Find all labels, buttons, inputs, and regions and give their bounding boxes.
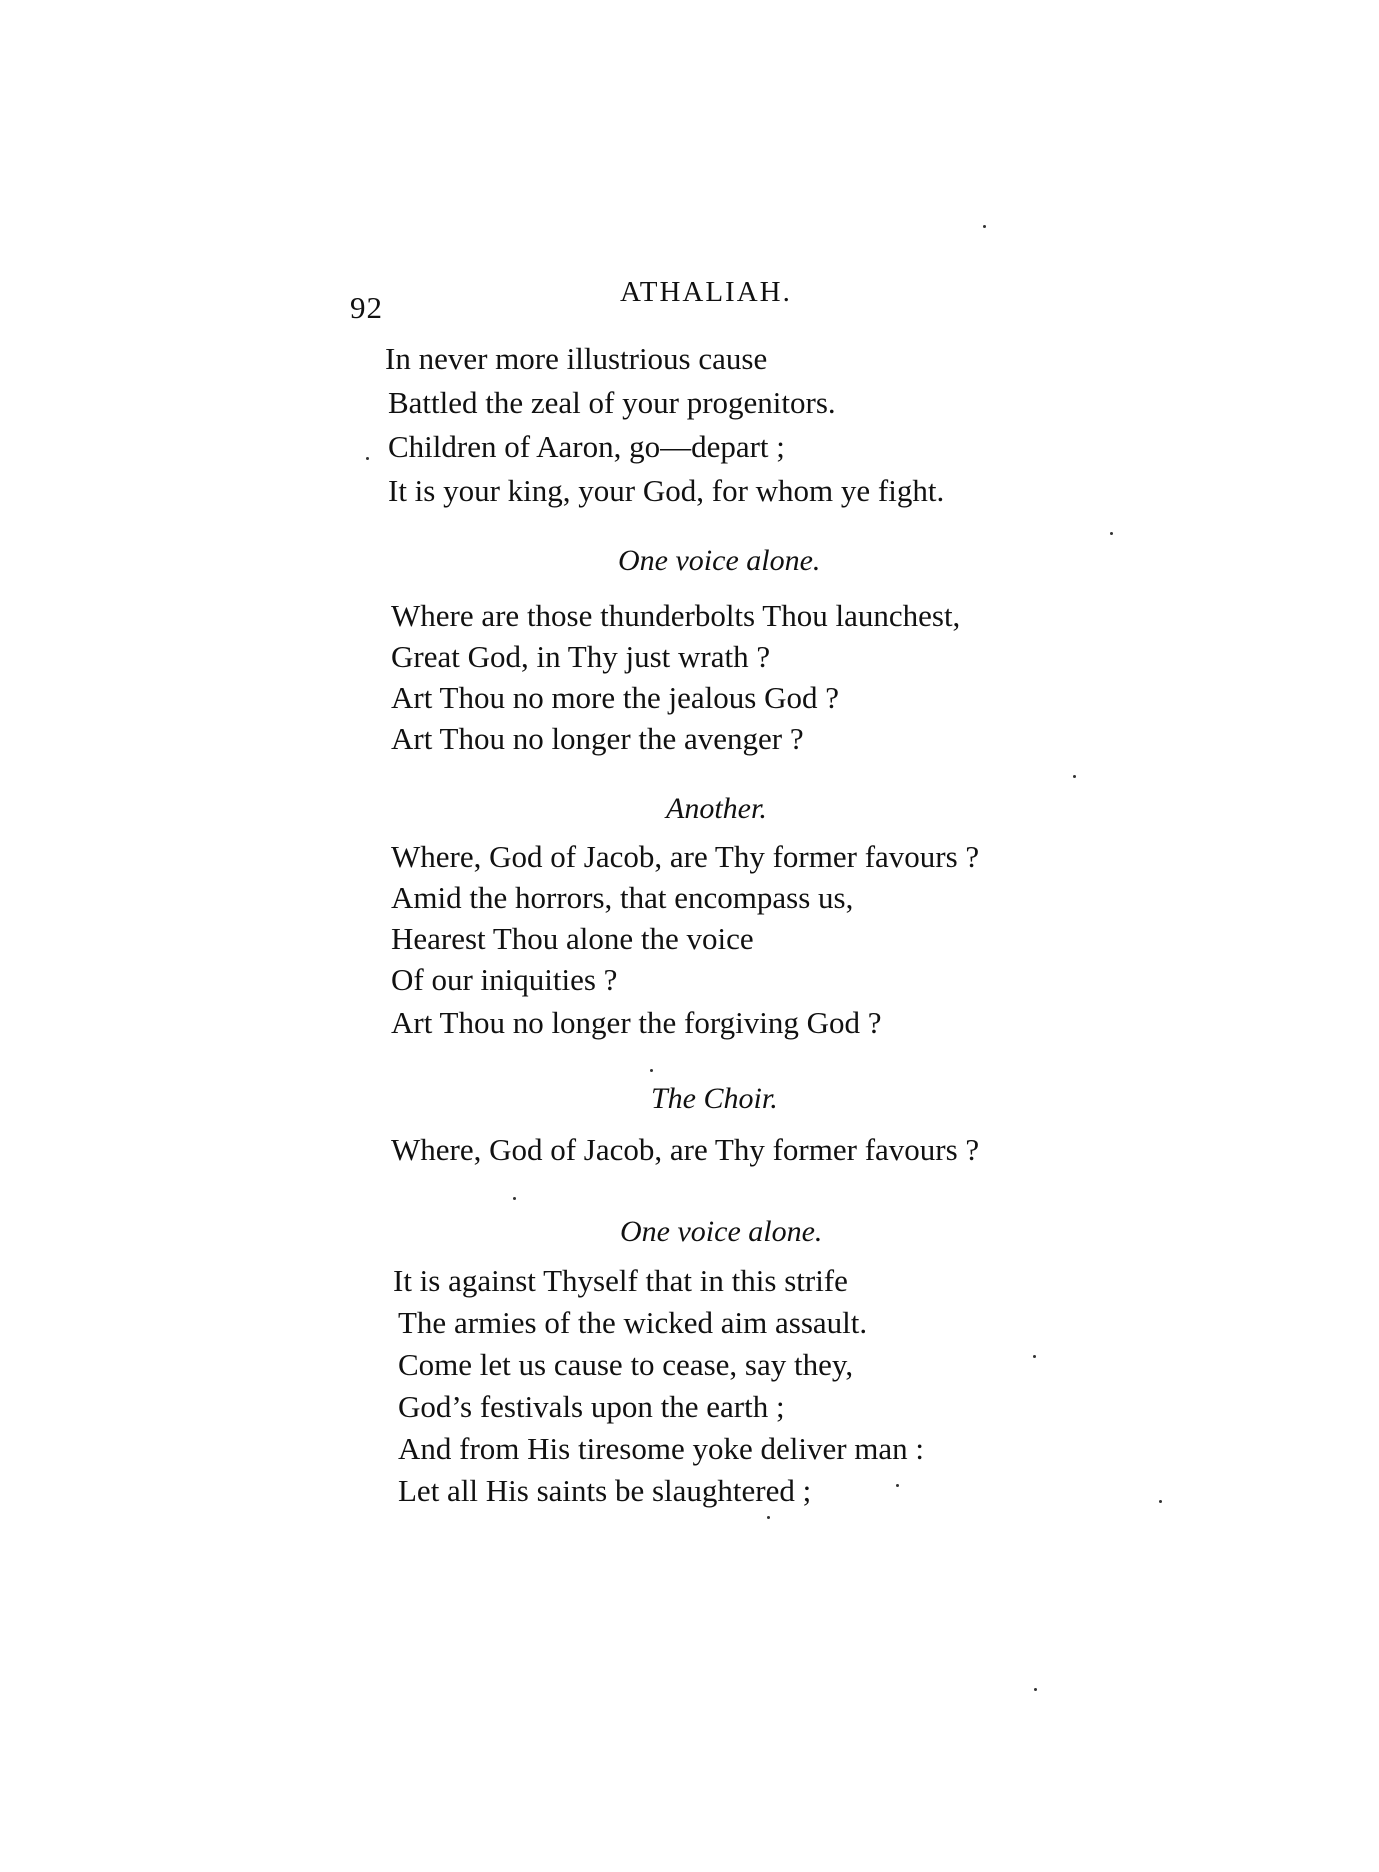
- verse-line: Children of Aaron, go—depart ;: [388, 429, 785, 464]
- scan-speck: [650, 1069, 653, 1072]
- verse-line: The armies of the wicked aim assault.: [398, 1305, 868, 1340]
- verse-line: Let all His saints be slaughtered ;: [398, 1473, 812, 1508]
- verse-line: Of our iniquities ?: [391, 962, 618, 997]
- verse-line: Battled the zeal of your progenitors.: [388, 385, 836, 420]
- verse-line: In never more illustrious cause: [385, 341, 768, 376]
- verse-line: Hearest Thou alone the voice: [391, 921, 754, 956]
- scan-speck: [767, 1516, 770, 1519]
- scan-speck: [1073, 775, 1076, 778]
- verse-line: It is your king, your God, for whom ye fight.: [388, 473, 945, 508]
- scan-speck: [1033, 1355, 1036, 1358]
- scan-speck: [1110, 532, 1113, 535]
- verse-line: Where, God of Jacob, are Thy former favours ?: [391, 1132, 980, 1167]
- verse-line: Where, God of Jacob, are Thy former favours ?: [391, 839, 980, 874]
- scan-speck: [1034, 1688, 1037, 1691]
- verse-line: Come let us cause to cease, say they,: [398, 1347, 854, 1382]
- running-head: [0, 272, 1379, 325]
- verse-line: It is against Thyself that in this strife: [393, 1263, 848, 1298]
- speaker-label: Another.: [666, 792, 767, 825]
- verse-line: Art Thou no longer the avenger ?: [391, 721, 804, 756]
- verse-line: Art Thou no longer the forgiving God ?: [391, 1005, 882, 1040]
- scan-speck: [896, 1484, 899, 1487]
- verse-line: God’s festivals upon the earth ;: [398, 1389, 785, 1424]
- verse-line: Great God, in Thy just wrath ?: [391, 639, 771, 674]
- verse-line: Art Thou no more the jealous God ?: [391, 680, 839, 715]
- speaker-label: The Choir.: [651, 1082, 778, 1115]
- scan-speck: [513, 1197, 516, 1200]
- verse-line: And from His tiresome yoke deliver man :: [398, 1431, 925, 1466]
- speaker-label: One voice alone.: [620, 1215, 823, 1248]
- verse-line: Amid the horrors, that encompass us,: [391, 880, 854, 915]
- scan-speck: [366, 457, 369, 460]
- scan-speck: [983, 225, 986, 228]
- verse-line: Where are those thunderbolts Thou launchest,: [391, 598, 961, 633]
- running-title: ATHALIAH.: [620, 276, 792, 308]
- scan-speck: [1159, 1500, 1162, 1503]
- page-number: 92: [350, 290, 383, 325]
- speaker-label: One voice alone.: [618, 544, 821, 577]
